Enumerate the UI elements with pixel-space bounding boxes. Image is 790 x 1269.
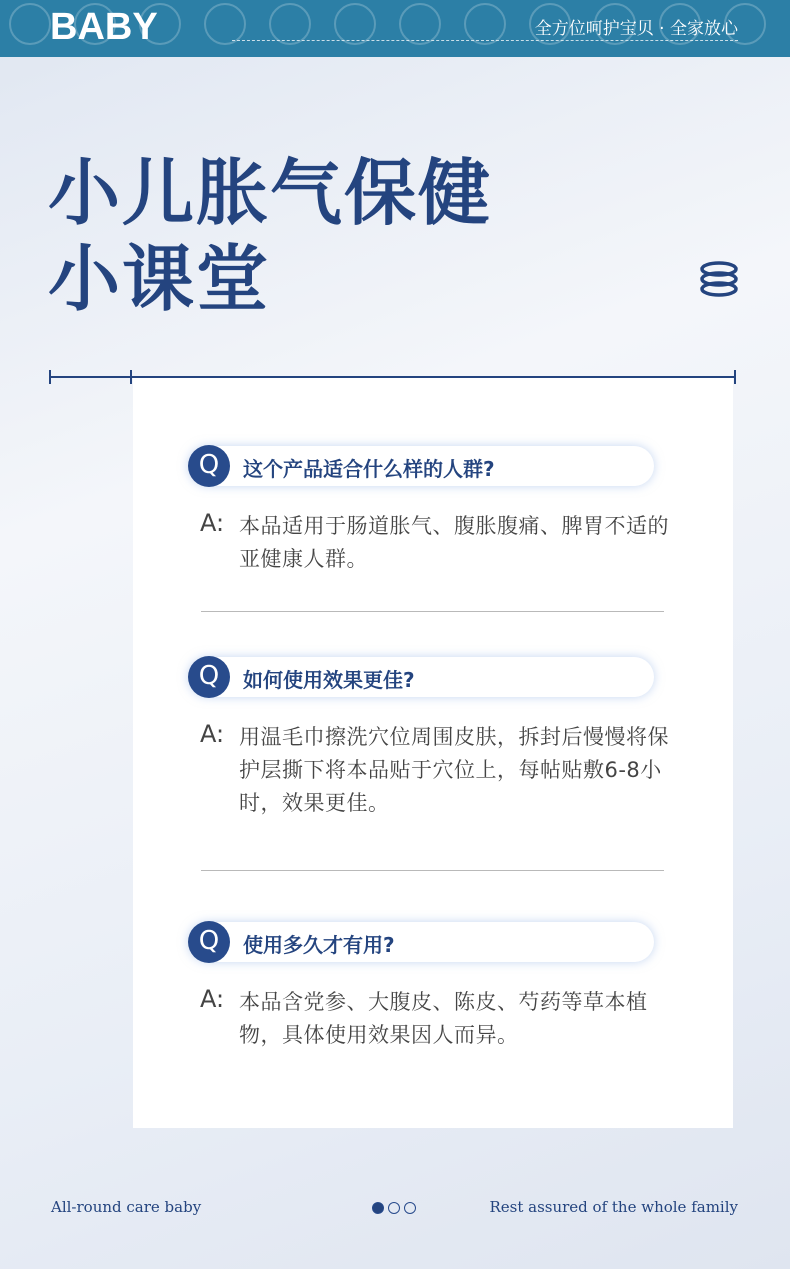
pagination-dot-2[interactable] — [388, 1202, 400, 1214]
answer-block — [188, 986, 668, 1066]
pagination-dot-3[interactable] — [404, 1202, 416, 1214]
faq-card — [133, 378, 733, 1128]
question-pill — [188, 657, 654, 697]
rule-tick-middle — [130, 370, 132, 384]
question-text: 如何使用效果更佳? — [243, 668, 415, 692]
answer-text: 本品含党参、大腹皮、陈皮、芍药等草本植物，具体使用效果因人而异。 — [239, 990, 648, 1047]
a-marker: A: — [200, 985, 225, 1013]
q-badge: Q — [188, 656, 230, 698]
rule-tick-left — [49, 370, 51, 384]
pagination-dots — [372, 1202, 422, 1216]
page-title-line-1: 小儿胀气保健 — [48, 151, 493, 235]
answer-text: 本品适用于肠道胀气、腹胀腹痛、脾胃不适的亚健康人群。 — [239, 514, 669, 571]
pagination-dot-1[interactable] — [372, 1202, 384, 1214]
faq-item — [188, 657, 669, 815]
question-pill — [188, 446, 654, 486]
a-marker: A: — [200, 509, 225, 537]
answer-text: 用温毛巾擦洗穴位周围皮肤，拆封后慢慢将保护层撕下将本品贴于穴位上，每帖贴敷6-8小时，效果更佳。 — [239, 725, 669, 815]
header-slogan: 全方位呵护宝贝 · 全家放心 — [534, 19, 738, 39]
brand-logo-text: BABY — [50, 6, 158, 48]
page-title-line-2: 小课堂 — [48, 237, 271, 321]
question-text: 这个产品适合什么样的人群? — [243, 457, 495, 481]
header-bar — [0, 0, 790, 57]
answer-block — [188, 510, 668, 590]
q-badge: Q — [188, 445, 230, 487]
slogan-dashed-line — [232, 40, 738, 41]
coil-icon — [698, 260, 740, 304]
faq-item — [188, 446, 668, 590]
faq-item — [188, 922, 668, 1066]
answer-block — [188, 720, 669, 815]
footer-right-text: Rest assured of the whole family — [489, 1198, 738, 1216]
footer-left-text: All-round care baby — [51, 1198, 202, 1216]
divider — [201, 870, 664, 871]
page-title — [48, 150, 492, 322]
question-pill — [188, 922, 654, 962]
question-text: 使用多久才有用? — [243, 933, 395, 957]
a-marker: A: — [200, 720, 225, 748]
q-badge: Q — [188, 921, 230, 963]
divider — [201, 611, 664, 612]
rule-tick-right — [734, 370, 736, 384]
